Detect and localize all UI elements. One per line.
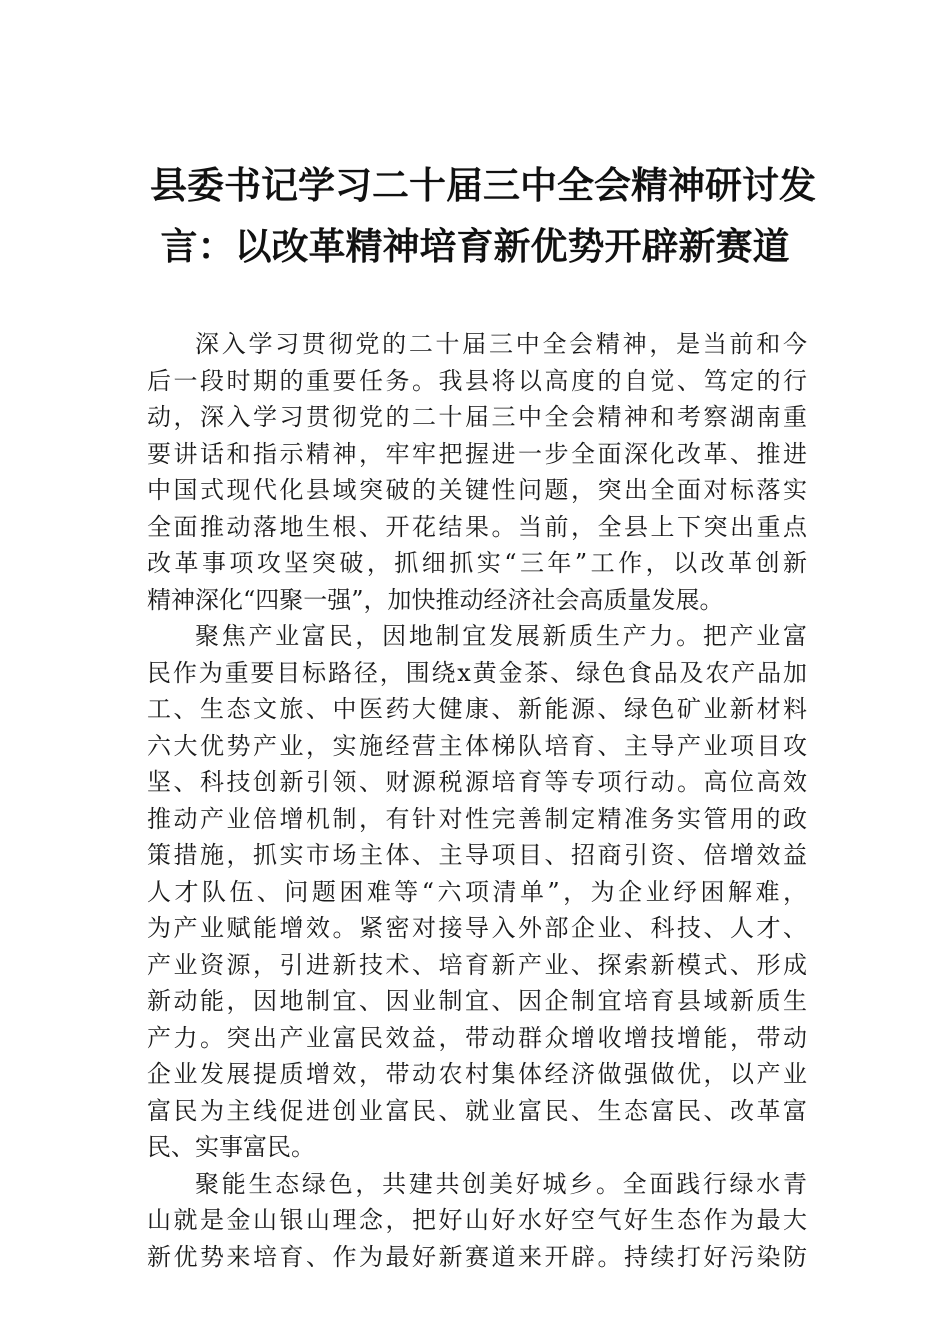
paragraph-line: 精神深化“四聚一强”，加快推动经济社会高质量发展。 — [147, 585, 724, 614]
paragraph-line: 民作为重要目标路径，围绕x黄金茶、绿色食品及农产品加 — [147, 658, 807, 687]
paragraph-line: 企业发展提质增效，带动农村集体经济做强做优，以产业 — [147, 1060, 807, 1088]
paragraph-line: 动，深入学习贯彻党的二十届三中全会精神和考察湖南重 — [147, 403, 807, 431]
paragraph-line: 聚焦产业富民，因地制宜发展新质生产力。把产业富 — [195, 622, 807, 650]
document-title — [150, 155, 816, 277]
paragraph-line: 深入学习贯彻党的二十届三中全会精神，是当前和今 — [195, 330, 807, 358]
paragraph — [147, 618, 807, 1166]
paragraph-line: 新优势来培育、作为最好新赛道来开辟。持续打好污染防 — [147, 1242, 807, 1271]
paragraph-line: 为产业赋能增效。紧密对接导入外部企业、科技、人才、 — [147, 914, 807, 942]
paragraph-line: 策措施，抓实市场主体、主导项目、招商引资、倍增效益 — [147, 841, 807, 869]
paragraph-line: 要讲话和指示精神，牢牢把握进一步全面深化改革、推进 — [147, 439, 807, 468]
paragraph-line: 改革事项攻坚突破，抓细抓实“三年”工作，以改革创新 — [147, 549, 807, 577]
paragraph-line: 民、实事富民。 — [147, 1133, 315, 1161]
paragraph-line: 全面推动落地生根、开花结果。当前，全县上下突出重点 — [147, 512, 807, 541]
paragraph — [147, 1166, 807, 1276]
paragraph-line: 聚能生态绿色，共建共创美好城乡。全面践行绿水青 — [195, 1169, 807, 1198]
paragraph-line: 推动产业倍增机制，有针对性完善制定精准务实管用的政 — [147, 804, 807, 833]
paragraph-line: 产业资源，引进新技术、培育新产业、探索新模式、形成 — [147, 950, 807, 979]
paragraph-line: 六大优势产业，实施经营主体梯队培育、主导产业项目攻 — [147, 731, 807, 760]
paragraph-line: 后一段时期的重要任务。我县将以高度的自觉、笃定的行 — [147, 366, 807, 395]
paragraph-line: 坚、科技创新引领、财源税源培育等专项行动。高位高效 — [147, 768, 807, 796]
paragraph-line: 富民为主线促进创业富民、就业富民、生态富民、改革富 — [147, 1096, 807, 1125]
paragraph-line: 工、生态文旅、中医药大健康、新能源、绿色矿业新材料 — [147, 695, 807, 723]
paragraph — [147, 326, 807, 618]
paragraph-line: 中国式现代化县域突破的关键性问题，突出全面对标落实 — [147, 476, 807, 504]
title-line: 言：以改革精神培育新优势开辟新赛道 — [160, 224, 790, 268]
paragraph-line: 山就是金山银山理念，把好山好水好空气好生态作为最大 — [147, 1206, 807, 1234]
document-body — [147, 326, 807, 1275]
paragraph-line: 人才队伍、问题困难等“六项清单”，为企业纾困解难， — [147, 877, 807, 906]
paragraph-line: 产力。突出产业富民效益，带动群众增收增技增能，带动 — [147, 1023, 807, 1052]
title-line: 县委书记学习二十届三中全会精神研讨发 — [150, 163, 816, 207]
paragraph-line: 新动能，因地制宜、因业制宜、因企制宜培育县域新质生 — [147, 987, 807, 1015]
